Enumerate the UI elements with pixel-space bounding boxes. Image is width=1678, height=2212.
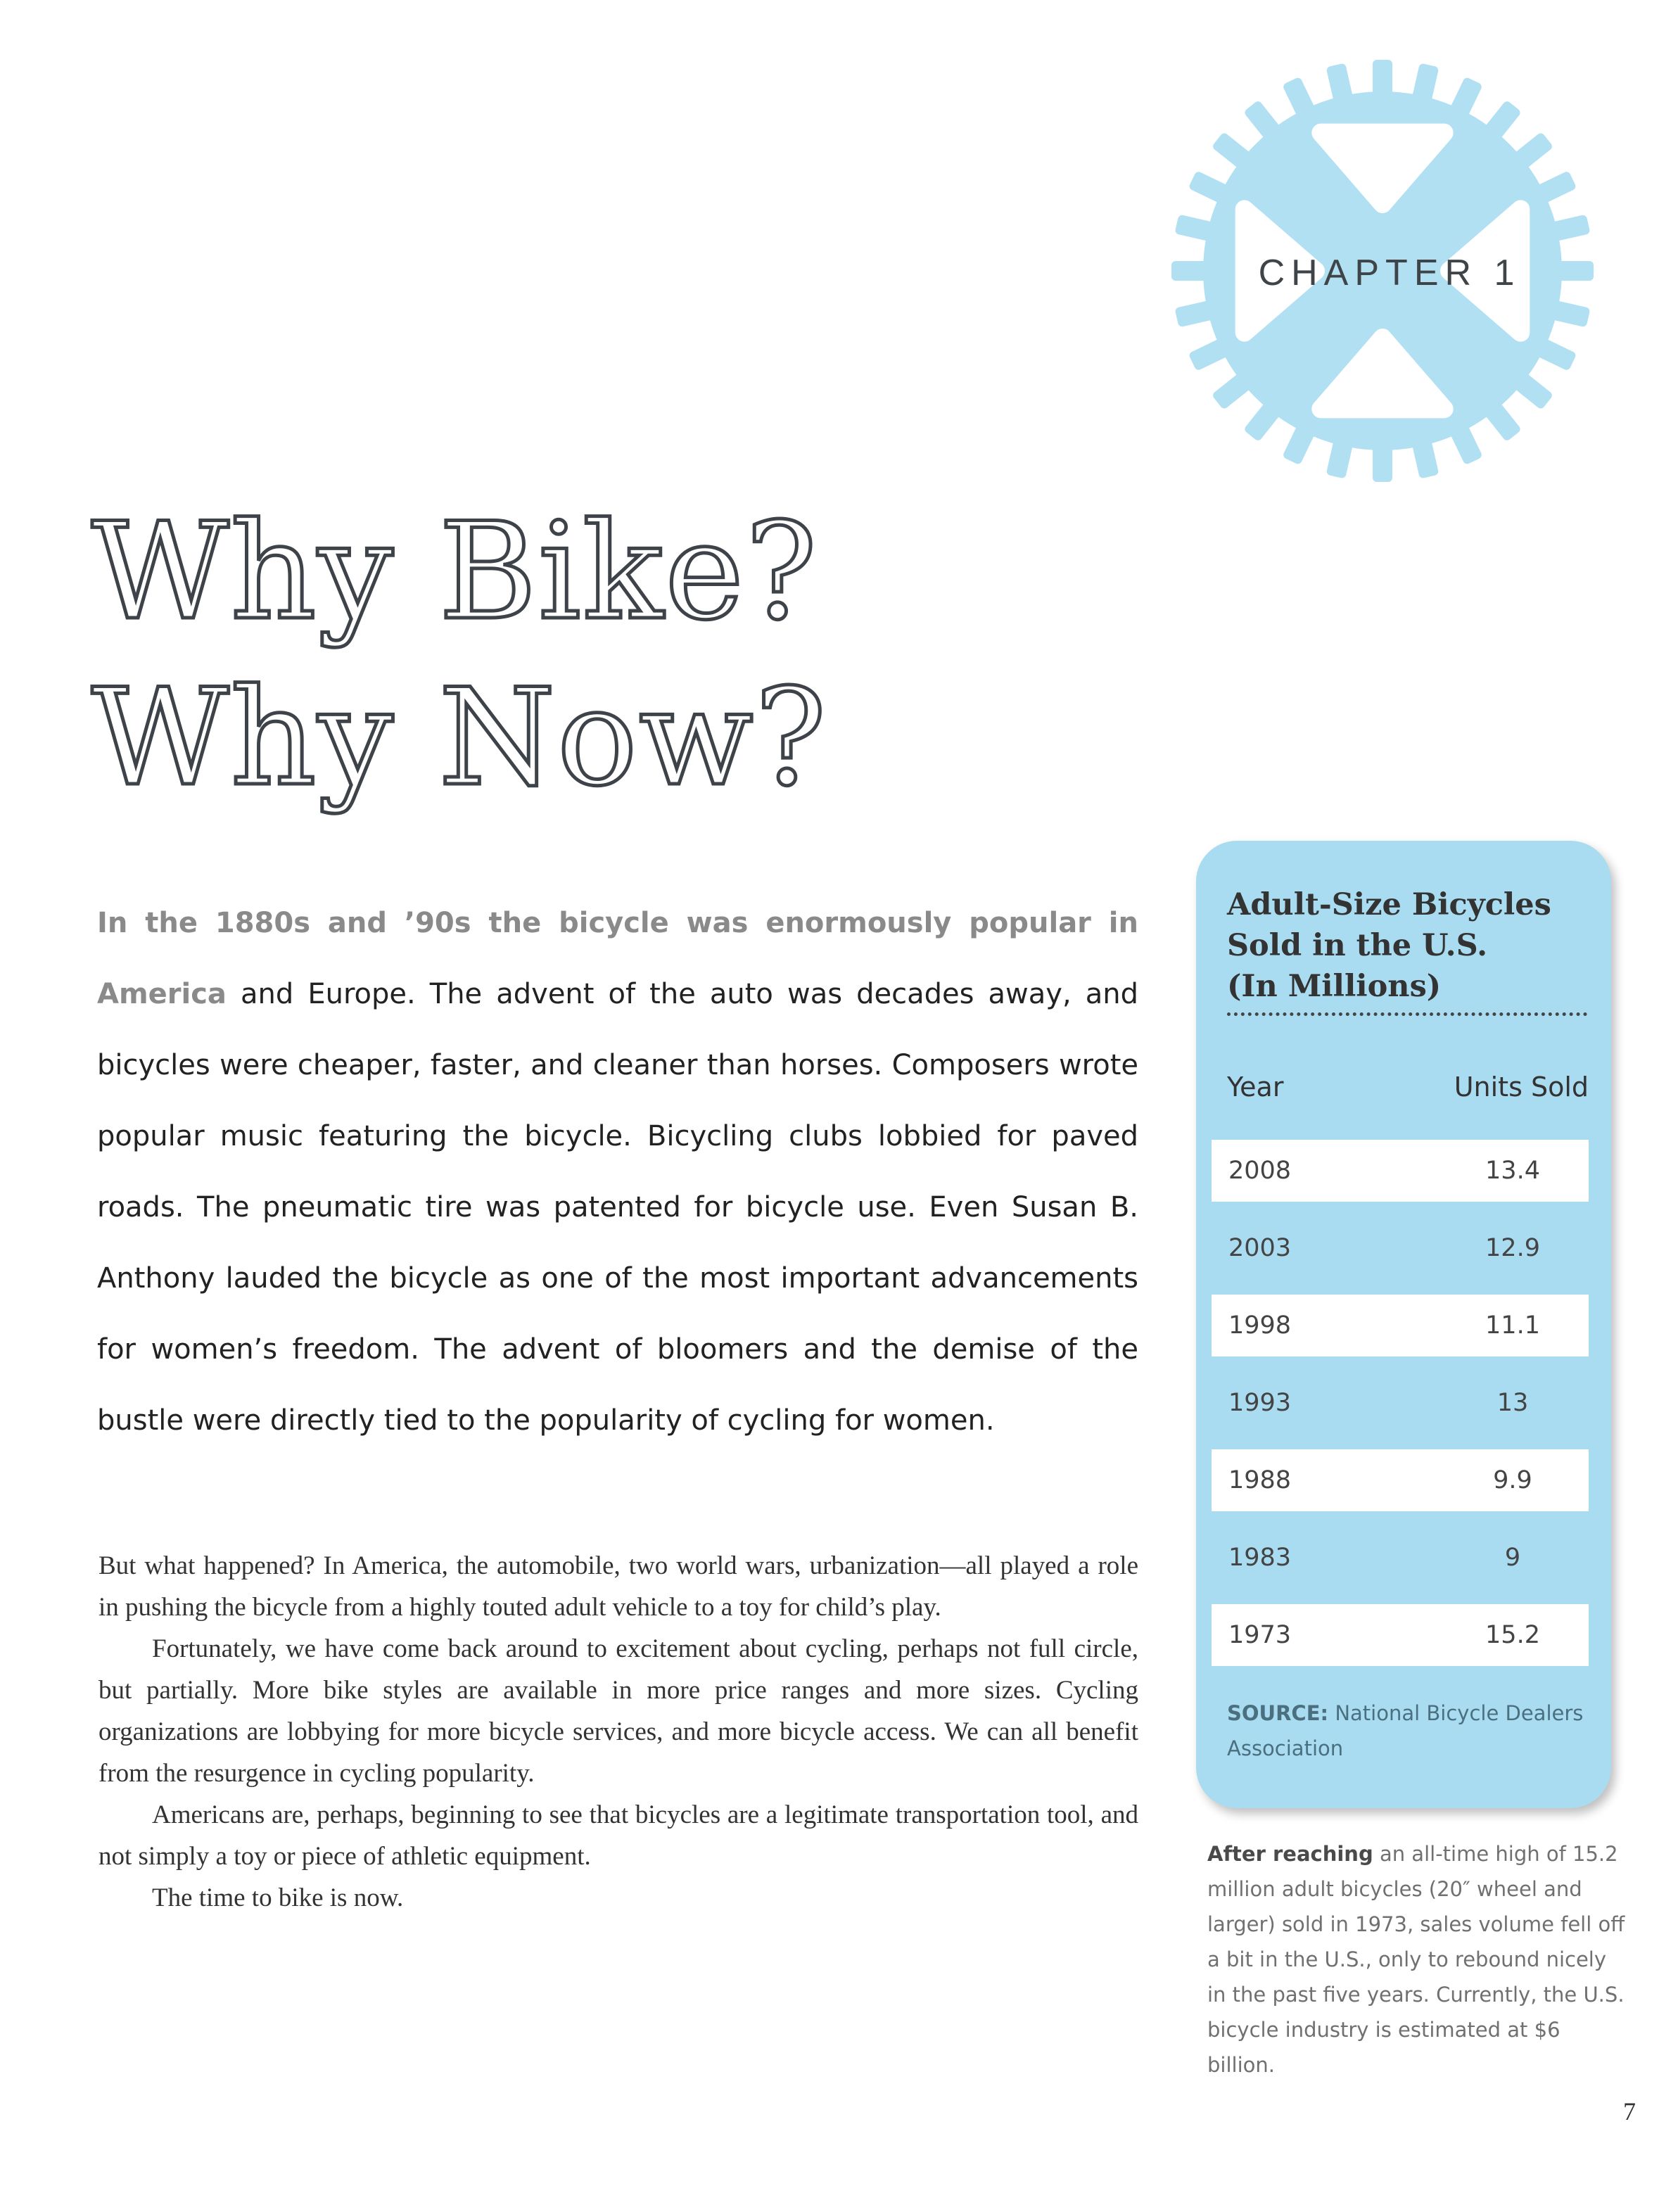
page-title (91, 489, 828, 821)
title-line-1: Why Bike? (91, 494, 819, 649)
sidebar-title-line: Sold in the U.S. (1227, 928, 1488, 963)
intro-lead: In the 1880s and ’90s the bicycle was enormously popular in America (97, 907, 1138, 1010)
table-row (1212, 1449, 1589, 1511)
table-row (1212, 1372, 1589, 1434)
row-units: 9.9 (1493, 1466, 1532, 1494)
table-row (1212, 1140, 1589, 1202)
sidebar-title-line: Adult-Size Bicycles (1227, 887, 1551, 922)
body-paragraph: The time to bike is now. (152, 1883, 404, 1912)
body-text (98, 1545, 1138, 1919)
caption-text: an all-time high of 15.2 million adult bicycles (20″ wheel and larger) sold in 1973, sales volume fell off a bit in the U.S., only to rebound nicely in the past five years. Currently, the U.S. bicycle industry is estimated at $6 billion. (1207, 1842, 1625, 2077)
row-year: 1988 (1228, 1466, 1292, 1494)
row-year: 1983 (1228, 1544, 1292, 1572)
sales-sidebar (1196, 841, 1611, 1808)
row-units: 12.9 (1485, 1234, 1540, 1262)
title-line-2: Why Now? (91, 660, 828, 815)
chapter-label: CHAPTER 1 (1258, 253, 1521, 293)
body-paragraph: Fortunately, we have come back around to excitement about cycling, perhaps not full circle, but partially. More bike styles are available in more price ranges and more sizes. Cycling organizations are lobbying for more bicycle services, and more bicycle access. We can all benefit from the resurgence in cycling popularity. (98, 1634, 1138, 1788)
sidebar-caption (1207, 1836, 1629, 2083)
column-header-year: Year (1227, 1072, 1284, 1102)
table-row (1212, 1604, 1589, 1666)
row-year: 2008 (1228, 1157, 1292, 1185)
page-number: 7 (1623, 2097, 1636, 2125)
source-label: SOURCE: (1227, 1701, 1329, 1725)
table-row (1212, 1295, 1589, 1356)
intro-paragraph (97, 888, 1138, 1456)
intro-text: and Europe. The advent of the auto was decades away, and bicycles were cheaper, faster, and cleaner than horses. Composers wrote popular music featuring the bicycle. Bicycling clubs lobbied for paved roads. The pneumatic tire was patented for bicycle use. Even Susan B. Anthony lauded the bicycle as one of the most important advancements for women’s freedom. The advent of bloomers and the demise of the bustle were directly tied to the popularity of cycling for women. (97, 978, 1138, 1437)
caption-lead: After reaching (1207, 1842, 1373, 1866)
row-year: 1973 (1228, 1621, 1292, 1649)
sidebar-title (1227, 884, 1593, 1007)
body-paragraph: Americans are, perhaps, beginning to see that bicycles are a legitimate transportation tool, and not simply a toy or piece of athletic equipment. (98, 1800, 1138, 1871)
body-paragraph: But what happened? In America, the automobile, two world wars, urbanization—all played a role in pushing the bicycle from a highly touted adult vehicle to a toy for child’s play. (98, 1551, 1138, 1622)
row-units: 13.4 (1485, 1157, 1540, 1185)
source-text: National Bicycle Dealers Association (1227, 1701, 1584, 1760)
sidebar-title-line: (In Millions) (1227, 969, 1442, 1004)
row-units: 9 (1504, 1544, 1521, 1572)
table-row (1212, 1217, 1589, 1279)
row-year: 1993 (1228, 1389, 1292, 1417)
table-row (1212, 1527, 1589, 1589)
row-units: 11.1 (1485, 1311, 1540, 1340)
row-units: 15.2 (1485, 1621, 1540, 1649)
dotted-divider (1227, 1012, 1587, 1016)
row-year: 1998 (1228, 1311, 1292, 1340)
column-header-units: Units Sold (1454, 1072, 1589, 1102)
row-units: 13 (1496, 1389, 1529, 1417)
source-note (1227, 1696, 1593, 1766)
row-year: 2003 (1228, 1234, 1292, 1262)
